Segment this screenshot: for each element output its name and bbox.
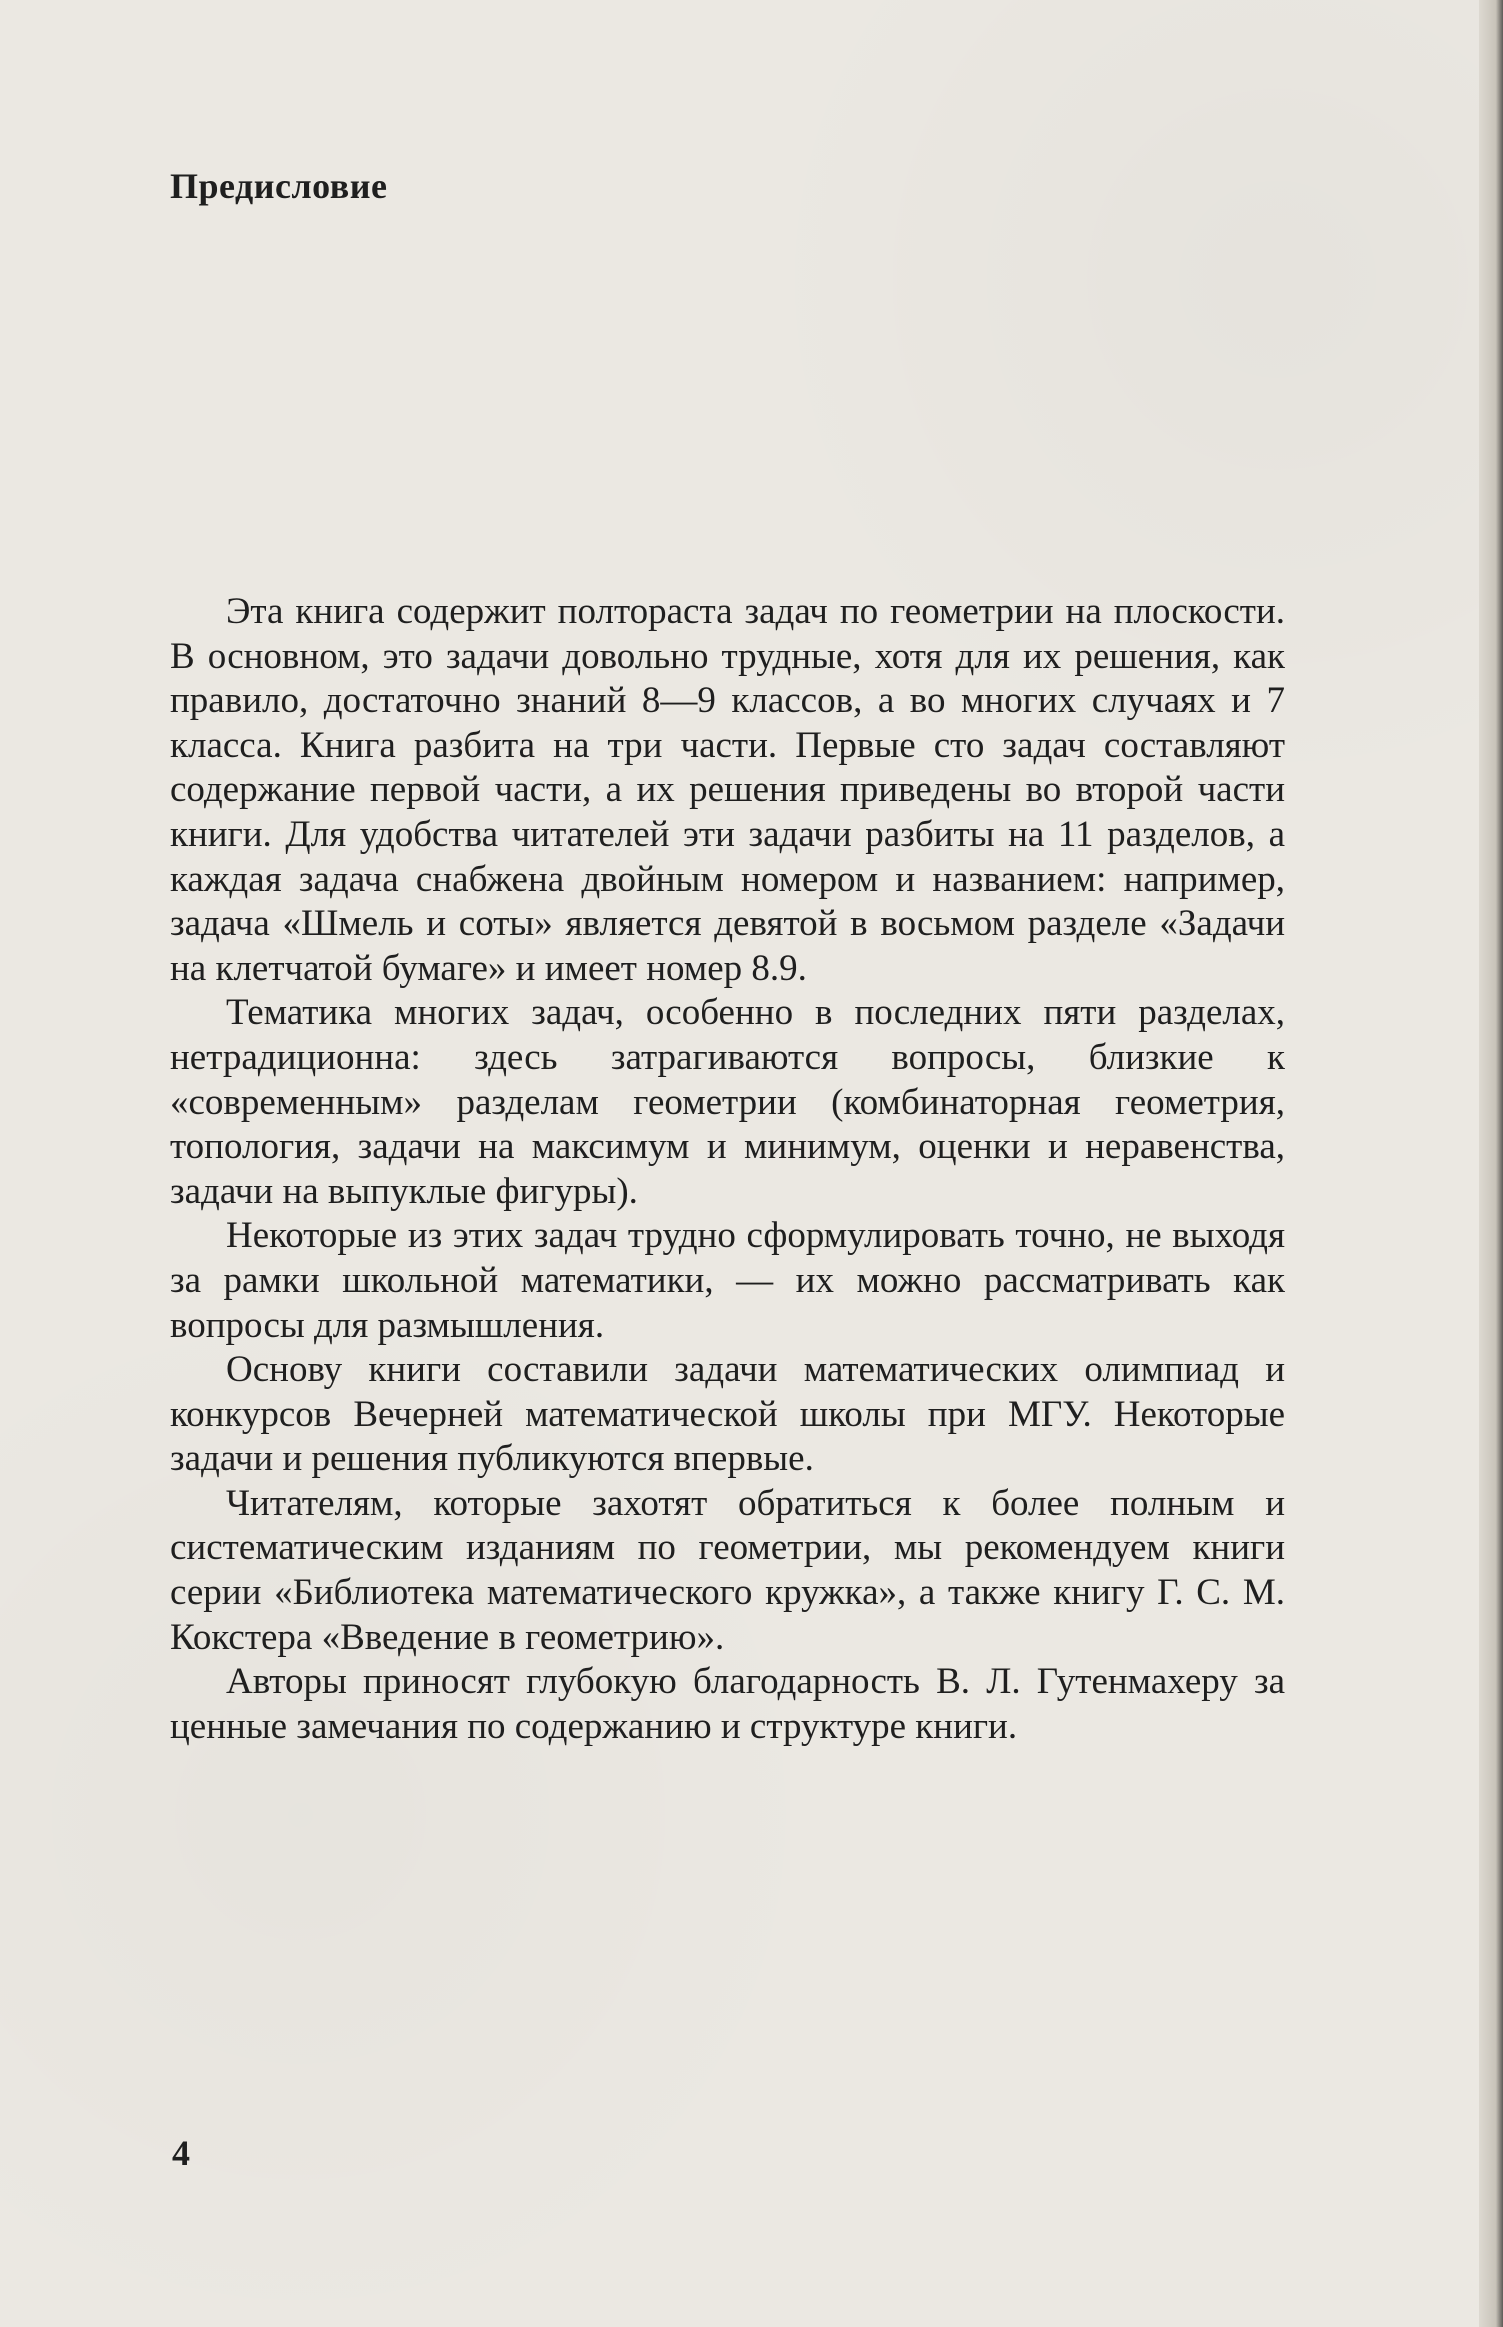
paragraph-4: Основу книги составили задачи математических олимпиад и конкурсов Вечерней математической школы при МГУ. Некоторые задачи и решения публикуются впервые.	[170, 1349, 1285, 1480]
page-edge-shadow	[1479, 0, 1503, 2327]
paragraph-3: Некоторые из этих задач трудно сформулировать точно, не выходя за рамки школьной математики, — их можно рассматривать как вопросы для размышления.	[170, 1215, 1285, 1346]
page-number: 4	[172, 2133, 190, 2173]
paragraph-6: Авторы приносят глубокую благодарность В. Л. Гутенмахеру за ценные замечания по содержанию и структуре книги.	[170, 1661, 1285, 1747]
paragraph-5: Читателям, которые захотят обратиться к более полным и систематическим изданиям по геометрии, мы рекомендуем книги серии «Библиотека математического кружка», а также книгу Г. С. М. Кокстера «Введение в геометрию».	[170, 1482, 1285, 1658]
paragraph-1: Эта книга содержит полтораста задач по геометрии на плоскости. В основном, это задачи довольно трудные, хотя для их решения, как правило, достаточно знаний 8—9 классов, а во многих случаях и 7 класса. Книга разбита на три части. Первые сто задач составляют содержание первой части, а их решения приведены во второй части книги. Для удобства читателей эти задачи разбиты на 11 разделов, а каждая задача снабжена двойным номером и названием: например, задача «Шмель и соты» является девятой в восьмом разделе «Задачи на клетчатой бумаге» и имеет номер 8.9.	[170, 591, 1285, 989]
preface-text	[170, 590, 1285, 1749]
paragraph-2: Тематика многих задач, особенно в последних пяти разделах, нетрадиционна: здесь затрагиваются вопросы, близкие к «современным» разделам геометрии (комбинаторная геометрия, топология, задачи на максимум и минимум, оценки и неравенства, задачи на выпуклые фигуры).	[170, 992, 1285, 1212]
section-heading: Предисловие	[170, 166, 388, 206]
